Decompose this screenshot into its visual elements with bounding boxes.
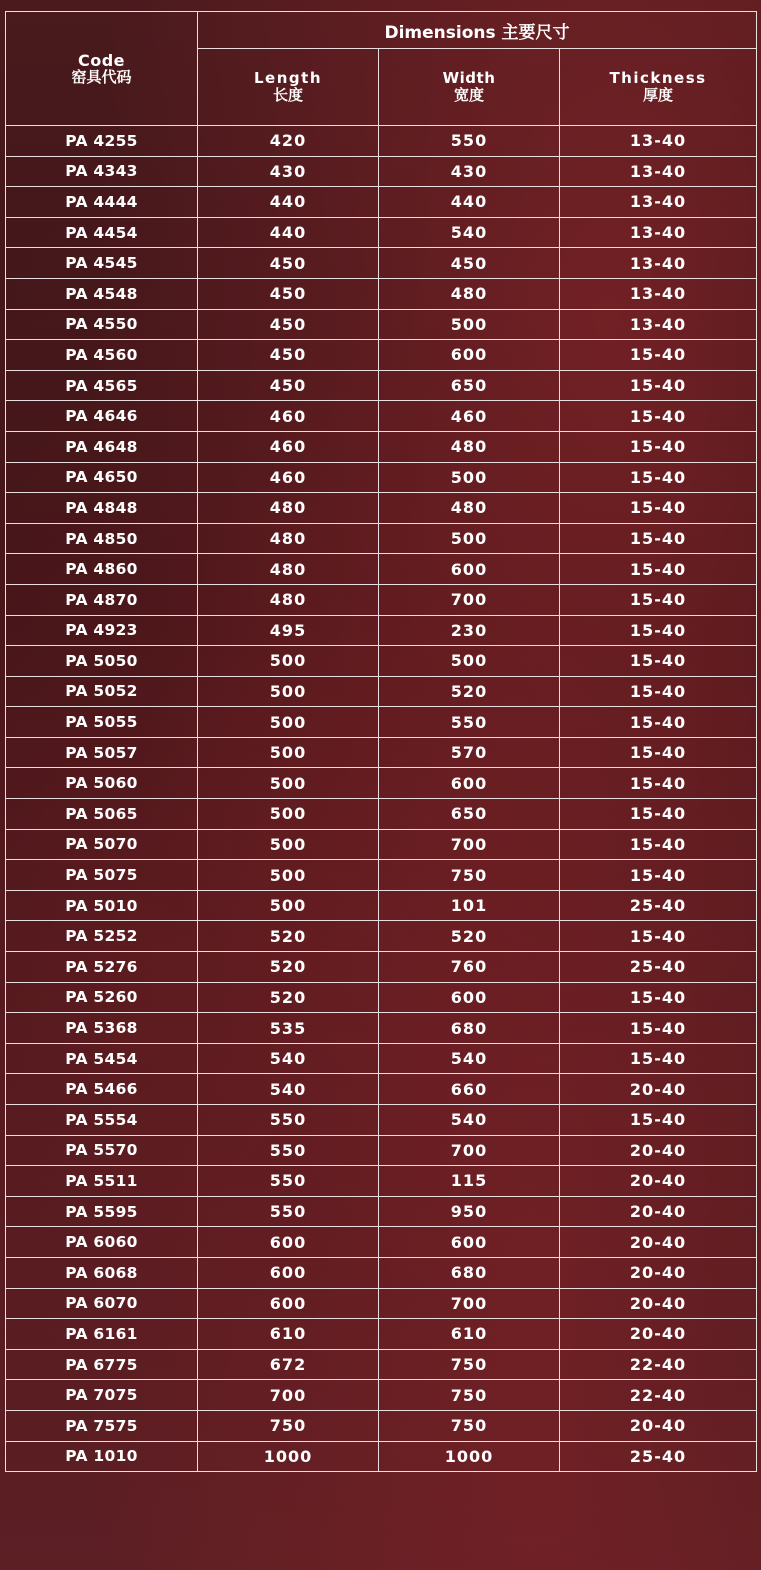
width-cell: 115 bbox=[379, 1166, 560, 1197]
code-cell: PA 4545 bbox=[6, 248, 198, 279]
thickness-cell: 13-40 bbox=[560, 309, 757, 340]
code-cell: PA 4646 bbox=[6, 401, 198, 432]
code-cell: PA 4923 bbox=[6, 615, 198, 646]
length-cell: 550 bbox=[198, 1105, 379, 1136]
code-cell: PA 6161 bbox=[6, 1319, 198, 1350]
table-row bbox=[6, 462, 757, 493]
width-cell: 650 bbox=[379, 799, 560, 830]
table-row bbox=[6, 829, 757, 860]
code-cell: PA 1010 bbox=[6, 1441, 198, 1472]
width-cell: 600 bbox=[379, 982, 560, 1013]
dimensions-header: Dimensions 主要尺寸 bbox=[198, 12, 757, 49]
length-column-header bbox=[198, 49, 379, 126]
width-cell: 610 bbox=[379, 1319, 560, 1350]
code-cell: PA 5368 bbox=[6, 1013, 198, 1044]
thickness-cell: 20-40 bbox=[560, 1135, 757, 1166]
code-cell: PA 4255 bbox=[6, 126, 198, 157]
code-header-en: Code bbox=[77, 50, 126, 70]
width-cell: 480 bbox=[379, 431, 560, 462]
length-cell: 600 bbox=[198, 1257, 379, 1288]
table-row bbox=[6, 584, 757, 615]
code-cell: PA 5276 bbox=[6, 952, 198, 983]
table-row bbox=[6, 1257, 757, 1288]
width-cell: 570 bbox=[379, 737, 560, 768]
width-cell: 760 bbox=[379, 952, 560, 983]
code-cell: PA 4444 bbox=[6, 187, 198, 218]
thickness-cell: 20-40 bbox=[560, 1196, 757, 1227]
width-cell: 600 bbox=[379, 768, 560, 799]
thickness-cell: 13-40 bbox=[560, 187, 757, 218]
length-cell: 420 bbox=[198, 126, 379, 157]
width-cell: 750 bbox=[379, 1410, 560, 1441]
table-row bbox=[6, 1319, 757, 1350]
thickness-cell: 15-40 bbox=[560, 921, 757, 952]
thickness-cell: 15-40 bbox=[560, 646, 757, 677]
thickness-cell: 15-40 bbox=[560, 493, 757, 524]
width-cell: 500 bbox=[379, 309, 560, 340]
length-cell: 672 bbox=[198, 1349, 379, 1380]
length-cell: 450 bbox=[198, 370, 379, 401]
table-row bbox=[6, 401, 757, 432]
table-row bbox=[6, 1166, 757, 1197]
code-cell: PA 4850 bbox=[6, 523, 198, 554]
length-cell: 520 bbox=[198, 982, 379, 1013]
length-cell: 500 bbox=[198, 768, 379, 799]
thickness-cell: 15-40 bbox=[560, 982, 757, 1013]
width-header-en: Width bbox=[442, 69, 496, 87]
length-cell: 480 bbox=[198, 554, 379, 585]
length-cell: 520 bbox=[198, 921, 379, 952]
table-row bbox=[6, 799, 757, 830]
table-row bbox=[6, 676, 757, 707]
table-row bbox=[6, 1196, 757, 1227]
thickness-cell: 22-40 bbox=[560, 1349, 757, 1380]
length-cell: 450 bbox=[198, 309, 379, 340]
length-cell: 540 bbox=[198, 1043, 379, 1074]
table-row bbox=[6, 982, 757, 1013]
thickness-cell: 15-40 bbox=[560, 1013, 757, 1044]
thickness-cell: 13-40 bbox=[560, 156, 757, 187]
thickness-header-en: Thickness bbox=[609, 69, 707, 87]
length-cell: 540 bbox=[198, 1074, 379, 1105]
thickness-cell: 25-40 bbox=[560, 890, 757, 921]
table-row bbox=[6, 370, 757, 401]
table-row bbox=[6, 707, 757, 738]
width-cell: 750 bbox=[379, 860, 560, 891]
length-cell: 500 bbox=[198, 890, 379, 921]
width-cell: 500 bbox=[379, 646, 560, 677]
thickness-cell: 15-40 bbox=[560, 707, 757, 738]
width-cell: 101 bbox=[379, 890, 560, 921]
width-cell: 540 bbox=[379, 217, 560, 248]
code-cell: PA 5260 bbox=[6, 982, 198, 1013]
code-cell: PA 4454 bbox=[6, 217, 198, 248]
code-header-cn: 窑具代码 bbox=[71, 67, 132, 86]
width-cell: 480 bbox=[379, 493, 560, 524]
length-cell: 500 bbox=[198, 707, 379, 738]
length-cell: 610 bbox=[198, 1319, 379, 1350]
thickness-cell: 13-40 bbox=[560, 126, 757, 157]
code-cell: PA 4860 bbox=[6, 554, 198, 585]
code-cell: PA 4560 bbox=[6, 340, 198, 371]
width-cell: 750 bbox=[379, 1380, 560, 1411]
table-row bbox=[6, 860, 757, 891]
length-cell: 460 bbox=[198, 462, 379, 493]
thickness-cell: 15-40 bbox=[560, 676, 757, 707]
code-cell: PA 7575 bbox=[6, 1410, 198, 1441]
table-row bbox=[6, 156, 757, 187]
length-cell: 450 bbox=[198, 248, 379, 279]
thickness-cell: 15-40 bbox=[560, 462, 757, 493]
length-cell: 535 bbox=[198, 1013, 379, 1044]
width-cell: 700 bbox=[379, 1135, 560, 1166]
thickness-cell: 15-40 bbox=[560, 554, 757, 585]
table-row bbox=[6, 1441, 757, 1472]
width-cell: 520 bbox=[379, 676, 560, 707]
width-cell: 440 bbox=[379, 187, 560, 218]
code-column-header bbox=[6, 12, 198, 126]
width-cell: 700 bbox=[379, 584, 560, 615]
thickness-cell: 20-40 bbox=[560, 1166, 757, 1197]
length-cell: 450 bbox=[198, 278, 379, 309]
thickness-header-cn: 厚度 bbox=[643, 86, 674, 104]
length-cell: 600 bbox=[198, 1227, 379, 1258]
code-cell: PA 6060 bbox=[6, 1227, 198, 1258]
width-cell: 600 bbox=[379, 554, 560, 585]
width-cell: 540 bbox=[379, 1105, 560, 1136]
length-cell: 460 bbox=[198, 431, 379, 462]
length-cell: 440 bbox=[198, 217, 379, 248]
code-cell: PA 6070 bbox=[6, 1288, 198, 1319]
thickness-cell: 20-40 bbox=[560, 1074, 757, 1105]
thickness-cell: 15-40 bbox=[560, 737, 757, 768]
table-row bbox=[6, 890, 757, 921]
width-cell: 750 bbox=[379, 1349, 560, 1380]
table-row bbox=[6, 1135, 757, 1166]
table-row bbox=[6, 737, 757, 768]
code-cell: PA 4565 bbox=[6, 370, 198, 401]
table-row bbox=[6, 126, 757, 157]
code-cell: PA 4648 bbox=[6, 431, 198, 462]
width-cell: 1000 bbox=[379, 1441, 560, 1472]
length-cell: 480 bbox=[198, 523, 379, 554]
table-row bbox=[6, 278, 757, 309]
table-row bbox=[6, 1410, 757, 1441]
thickness-cell: 15-40 bbox=[560, 431, 757, 462]
length-header-en: Length bbox=[254, 69, 322, 87]
length-cell: 430 bbox=[198, 156, 379, 187]
dimensions-table bbox=[5, 11, 757, 1472]
thickness-cell: 15-40 bbox=[560, 829, 757, 860]
code-cell: PA 5055 bbox=[6, 707, 198, 738]
code-cell: PA 4550 bbox=[6, 309, 198, 340]
width-cell: 230 bbox=[379, 615, 560, 646]
table-row bbox=[6, 1105, 757, 1136]
thickness-cell: 25-40 bbox=[560, 1441, 757, 1472]
width-cell: 430 bbox=[379, 156, 560, 187]
table-row bbox=[6, 248, 757, 279]
thickness-cell: 15-40 bbox=[560, 1043, 757, 1074]
code-cell: PA 5570 bbox=[6, 1135, 198, 1166]
width-cell: 650 bbox=[379, 370, 560, 401]
code-cell: PA 5595 bbox=[6, 1196, 198, 1227]
thickness-cell: 15-40 bbox=[560, 401, 757, 432]
thickness-cell: 15-40 bbox=[560, 370, 757, 401]
width-cell: 500 bbox=[379, 462, 560, 493]
table-row bbox=[6, 1043, 757, 1074]
code-cell: PA 6775 bbox=[6, 1349, 198, 1380]
table-row bbox=[6, 921, 757, 952]
code-cell: PA 6068 bbox=[6, 1257, 198, 1288]
width-cell: 550 bbox=[379, 126, 560, 157]
length-cell: 700 bbox=[198, 1380, 379, 1411]
width-cell: 500 bbox=[379, 523, 560, 554]
thickness-cell: 15-40 bbox=[560, 340, 757, 371]
table-row bbox=[6, 1227, 757, 1258]
length-cell: 480 bbox=[198, 584, 379, 615]
code-cell: PA 5075 bbox=[6, 860, 198, 891]
table-row bbox=[6, 615, 757, 646]
thickness-cell: 15-40 bbox=[560, 584, 757, 615]
table-body bbox=[6, 126, 757, 1472]
length-cell: 495 bbox=[198, 615, 379, 646]
width-cell: 680 bbox=[379, 1013, 560, 1044]
width-cell: 700 bbox=[379, 829, 560, 860]
thickness-cell: 15-40 bbox=[560, 860, 757, 891]
thickness-cell: 22-40 bbox=[560, 1380, 757, 1411]
thickness-column-header bbox=[560, 49, 757, 126]
length-cell: 500 bbox=[198, 799, 379, 830]
length-cell: 480 bbox=[198, 493, 379, 524]
code-cell: PA 5057 bbox=[6, 737, 198, 768]
table-row bbox=[6, 217, 757, 248]
code-cell: PA 4870 bbox=[6, 584, 198, 615]
thickness-cell: 20-40 bbox=[560, 1257, 757, 1288]
table-row bbox=[6, 431, 757, 462]
code-cell: PA 4848 bbox=[6, 493, 198, 524]
table-row bbox=[6, 1288, 757, 1319]
length-cell: 750 bbox=[198, 1410, 379, 1441]
code-cell: PA 5050 bbox=[6, 646, 198, 677]
code-cell: PA 5454 bbox=[6, 1043, 198, 1074]
table-row bbox=[6, 1349, 757, 1380]
code-cell: PA 5065 bbox=[6, 799, 198, 830]
length-cell: 500 bbox=[198, 860, 379, 891]
code-cell: PA 4548 bbox=[6, 278, 198, 309]
table-row bbox=[6, 1380, 757, 1411]
code-cell: PA 5252 bbox=[6, 921, 198, 952]
table-row bbox=[6, 952, 757, 983]
length-cell: 550 bbox=[198, 1166, 379, 1197]
thickness-cell: 15-40 bbox=[560, 799, 757, 830]
table-row bbox=[6, 493, 757, 524]
width-cell: 460 bbox=[379, 401, 560, 432]
width-cell: 600 bbox=[379, 1227, 560, 1258]
table-row bbox=[6, 340, 757, 371]
length-header-cn: 长度 bbox=[272, 86, 303, 104]
width-cell: 450 bbox=[379, 248, 560, 279]
width-column-header bbox=[379, 49, 560, 126]
length-cell: 500 bbox=[198, 646, 379, 677]
thickness-cell: 15-40 bbox=[560, 1105, 757, 1136]
thickness-cell: 13-40 bbox=[560, 217, 757, 248]
thickness-cell: 15-40 bbox=[560, 523, 757, 554]
code-cell: PA 4343 bbox=[6, 156, 198, 187]
thickness-cell: 13-40 bbox=[560, 278, 757, 309]
width-cell: 680 bbox=[379, 1257, 560, 1288]
header-row-top bbox=[6, 12, 757, 49]
length-cell: 500 bbox=[198, 676, 379, 707]
width-cell: 950 bbox=[379, 1196, 560, 1227]
length-cell: 550 bbox=[198, 1135, 379, 1166]
length-cell: 500 bbox=[198, 737, 379, 768]
table-row bbox=[6, 1074, 757, 1105]
table-row bbox=[6, 646, 757, 677]
thickness-cell: 20-40 bbox=[560, 1319, 757, 1350]
thickness-cell: 20-40 bbox=[560, 1227, 757, 1258]
width-cell: 540 bbox=[379, 1043, 560, 1074]
code-cell: PA 5511 bbox=[6, 1166, 198, 1197]
thickness-cell: 13-40 bbox=[560, 248, 757, 279]
table-row bbox=[6, 187, 757, 218]
length-cell: 550 bbox=[198, 1196, 379, 1227]
code-cell: PA 5010 bbox=[6, 890, 198, 921]
thickness-cell: 20-40 bbox=[560, 1410, 757, 1441]
length-cell: 600 bbox=[198, 1288, 379, 1319]
width-cell: 480 bbox=[379, 278, 560, 309]
table-row bbox=[6, 309, 757, 340]
code-cell: PA 5554 bbox=[6, 1105, 198, 1136]
table-row bbox=[6, 554, 757, 585]
width-cell: 660 bbox=[379, 1074, 560, 1105]
width-cell: 700 bbox=[379, 1288, 560, 1319]
length-cell: 1000 bbox=[198, 1441, 379, 1472]
code-cell: PA 4650 bbox=[6, 462, 198, 493]
code-cell: PA 5060 bbox=[6, 768, 198, 799]
thickness-cell: 25-40 bbox=[560, 952, 757, 983]
width-cell: 550 bbox=[379, 707, 560, 738]
width-cell: 520 bbox=[379, 921, 560, 952]
code-cell: PA 7075 bbox=[6, 1380, 198, 1411]
length-cell: 520 bbox=[198, 952, 379, 983]
code-cell: PA 5466 bbox=[6, 1074, 198, 1105]
thickness-cell: 15-40 bbox=[560, 615, 757, 646]
code-cell: PA 5070 bbox=[6, 829, 198, 860]
table-row bbox=[6, 768, 757, 799]
table-row bbox=[6, 523, 757, 554]
thickness-cell: 15-40 bbox=[560, 768, 757, 799]
width-cell: 600 bbox=[379, 340, 560, 371]
code-cell: PA 5052 bbox=[6, 676, 198, 707]
length-cell: 500 bbox=[198, 829, 379, 860]
width-header-cn: 宽度 bbox=[453, 86, 484, 104]
length-cell: 460 bbox=[198, 401, 379, 432]
table-row bbox=[6, 1013, 757, 1044]
length-cell: 440 bbox=[198, 187, 379, 218]
thickness-cell: 20-40 bbox=[560, 1288, 757, 1319]
length-cell: 450 bbox=[198, 340, 379, 371]
